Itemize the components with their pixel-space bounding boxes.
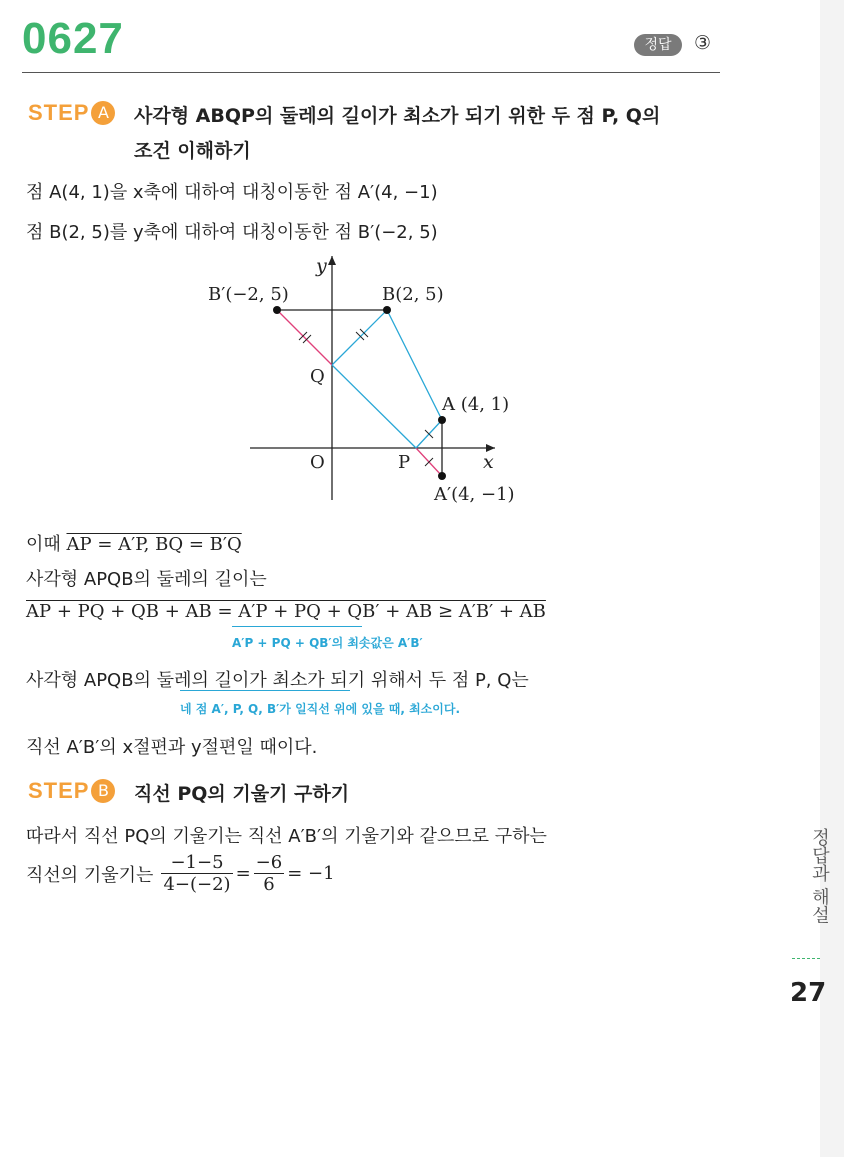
slope-result: = −1 (287, 863, 335, 884)
reflection-line-b: 점 B(2, 5)를 y축에 대하여 대칭이동한 점 B′(−2, 5) (26, 222, 438, 243)
page-number: 27 (790, 978, 827, 1008)
bprime-label: B′(−2, 5) (208, 284, 289, 305)
coordinate-figure (190, 250, 550, 512)
section-tab-text: 정답과 해설 (809, 828, 830, 924)
segment-bprime-q (277, 310, 332, 365)
header-divider (22, 72, 720, 73)
equality-prefix: 이때 (26, 534, 67, 555)
slope-prefix: 직선의 기울기는 (26, 864, 154, 886)
segment-q-b (332, 310, 387, 365)
step-a-title-line1: 사각형 ABQP의 둘레의 길이가 최소가 되기 위한 두 점 P, Q의 (134, 105, 661, 127)
p-label: P (398, 452, 411, 473)
problem-number: 0627 (22, 14, 124, 63)
origin-label: O (310, 452, 325, 473)
x-axis-label: x (483, 451, 494, 473)
aprime-label: A′(4, −1) (434, 484, 515, 505)
step-b-heading (28, 778, 115, 804)
step-b-letter: B (91, 779, 115, 803)
condition-line: 사각형 APQB의 둘레의 길이가 최소가 되기 위해서 두 점 P, Q는 (26, 670, 529, 691)
step-b-title: 직선 PQ의 기울기 구하기 (134, 783, 350, 805)
slope-calculation (26, 852, 335, 895)
step-a-heading (28, 100, 115, 126)
slope-fraction-1 (161, 852, 232, 895)
note1-underline (232, 626, 362, 627)
q-label: Q (310, 366, 325, 387)
fraction-1-denominator: 4−(−2) (163, 874, 231, 895)
point-bprime (273, 306, 281, 314)
step-a-title-line2: 조건 이해하기 (134, 140, 251, 162)
note-collinear: 네 점 A′, P, Q, B′가 일직선 위에 있을 때, 최소이다. (180, 702, 461, 716)
answer-badge: 정답 (634, 34, 682, 56)
note2-underline (180, 690, 350, 691)
answer-value: ③ (694, 32, 712, 54)
tick-mark (303, 335, 311, 343)
y-axis-label: y (316, 255, 327, 277)
perimeter-inequality-text: AP + PQ + QB + AB = A′P + PQ + QB′ + AB ≥ A′B′ + AB (26, 601, 546, 622)
a-label: A (4, 1) (442, 394, 510, 415)
perimeter-inequality (26, 601, 546, 622)
fraction-2-denominator: 6 (263, 874, 275, 895)
intercept-line: 직선 A′B′의 x절편과 y절편일 때이다. (26, 737, 318, 758)
note-minimum: A′P + PQ + QB′의 최솟값은 A′B′ (232, 636, 423, 650)
step-b-label: STEP (28, 778, 90, 803)
slope-fraction-2 (254, 852, 285, 895)
tick-mark (356, 332, 364, 340)
equals-sign: = (235, 863, 251, 884)
y-axis-arrow (328, 256, 336, 265)
reflection-line-a: 점 A(4, 1)을 x축에 대하여 대칭이동한 점 A′(4, −1) (26, 182, 438, 203)
fraction-1-numerator: −1−5 (161, 852, 232, 874)
page-number-divider (792, 958, 820, 959)
perimeter-intro: 사각형 APQB의 둘레의 길이는 (26, 569, 267, 590)
equality-line (26, 530, 242, 556)
step-a-label: STEP (28, 100, 90, 125)
b-label: B(2, 5) (382, 284, 444, 305)
step-a-letter: A (91, 101, 115, 125)
equality-expression: AP = A′P, BQ = B′Q (66, 534, 242, 555)
slope-line: 따라서 직선 PQ의 기울기는 직선 A′B′의 기울기와 같으므로 구하는 (26, 826, 547, 847)
point-a (438, 416, 446, 424)
segment-b-a (387, 310, 442, 420)
point-aprime (438, 472, 446, 480)
point-b (383, 306, 391, 314)
fraction-2-numerator: −6 (255, 852, 283, 873)
segment-q-p (332, 365, 416, 448)
section-tab (806, 828, 830, 940)
